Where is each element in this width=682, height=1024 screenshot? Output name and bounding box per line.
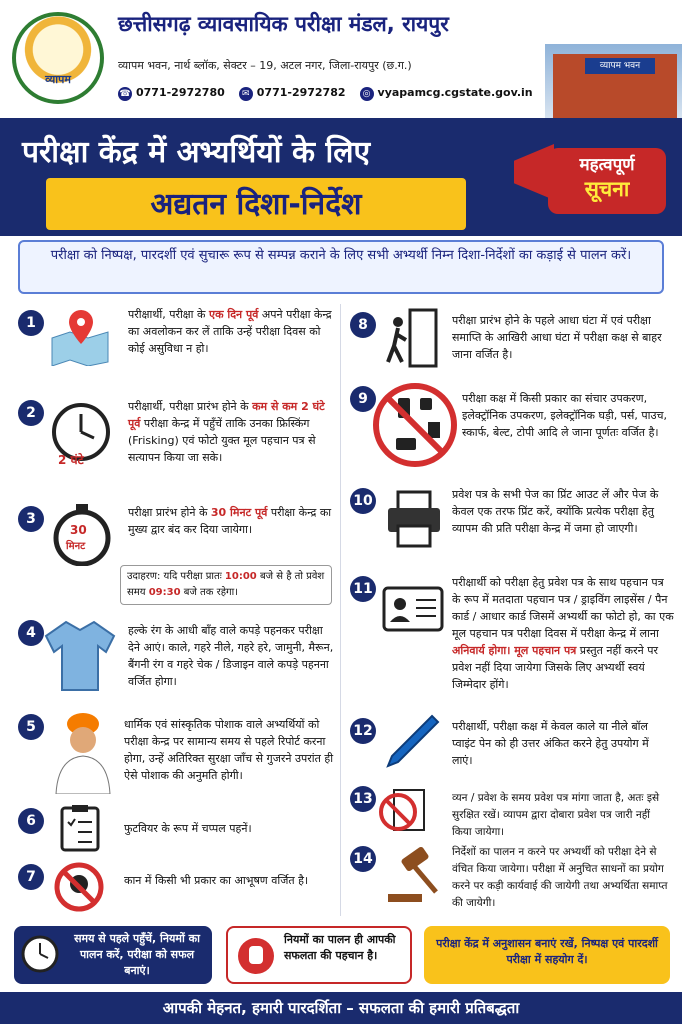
shirt-icon xyxy=(44,618,116,694)
item-number-14: 14 xyxy=(350,846,376,872)
pen-icon xyxy=(384,712,440,768)
item-text-7: कान में किसी भी प्रकार का आभूषण वर्जित है। xyxy=(124,874,309,887)
no-duplicate-admit-card-icon xyxy=(378,782,432,836)
intro-text: परीक्षा को निष्पक्ष, पारदर्शी एवं सुचारू रूप से सम्पन्न कराने के लिए सभी अभ्यर्थी निम्न दिशा-निर्देशों का कड़ाई से पालन करें। xyxy=(18,240,664,294)
phone2: 0771-2972782 xyxy=(256,86,346,99)
phone1-contact xyxy=(118,86,225,101)
item-text-13: व्यन / प्रवेश के समय प्रवेश पत्र मांगा जाता है, अतः इसे सुरक्षित रखें। व्यापम द्वारा दोबारा प्रवेश पत्र जारी नहीं किया जायेगा। xyxy=(452,792,660,838)
item-text-11: परीक्षार्थी को परीक्षा हेतु प्रवेश पत्र के साथ पहचान पत्र के रूप में मतदाता पहचान पत्र / ड्राइविंग लाइसेंस / पैन कार्ड / आधार कार्ड जिसमें अभ्यर्थी का फोटो हो, का एक मूल पहचान पत्र परीक्षा दिवस में परीक्षा केन्द्र में लाना अनिवार्य होगा। मूल पहचान पत्र प्रस्तुत नहीं करने पर प्रवेश नहीं दिया जायेगा जिसके लिए अभ्यर्थी स्वयं जिम्मेदार होंगे। xyxy=(452,576,674,691)
footer-box-time-text: समय से पहले पहुँचें, नियमों का पालन करें, परीक्षा को सफल बनाएं। xyxy=(74,932,200,977)
item-number-10: 10 xyxy=(350,488,376,514)
header xyxy=(0,0,682,118)
item-number-2: 2 xyxy=(18,400,44,426)
footer-box-rules xyxy=(226,926,412,984)
item-text-10: प्रवेश पत्र के सभी पेज का प्रिंट आउट लें और पेज के केवल एक तरफ प्रिंट करें, क्योंकि प्रत्येक परीक्षा हेतु व्यापम की प्रति परीक्षा केन्द्र में जमा हो जाएगी। xyxy=(452,488,659,535)
exit-door-icon xyxy=(384,306,440,370)
stopwatch-label-unit: मिनट xyxy=(66,541,86,552)
logo-text: व्यापम xyxy=(45,73,71,86)
footer-box-rules-text: नियमों का पालन ही आपकी सफलता की पहचान है। xyxy=(284,933,396,962)
phone1: 0771-2972780 xyxy=(136,86,225,99)
important-notice-badge xyxy=(548,148,666,214)
stop-hand-icon xyxy=(236,936,276,976)
item-number-12: 12 xyxy=(350,718,376,744)
checklist-icon xyxy=(58,804,102,852)
banner-line1: परीक्षा केंद्र में अभ्यर्थियों के लिए xyxy=(22,135,371,170)
example-note: उदाहरण: यदि परीक्षा प्रातः 10:00 बजे से है तो प्रवेश समय 09:30 बजे तक रहेगा। xyxy=(120,565,332,605)
banner-yellow-box xyxy=(46,178,466,230)
item-number-5: 5 xyxy=(18,714,44,740)
item-text-4: हल्के रंग के आधी बाँह वाले कपड़े पहनकर परीक्षा देने आएं। काले, गहरे नीले, गहरे हरे, जामुनी, मैरून, बैंगनी रंग व गहरे चेक / डिजाइन वाले कपड़े पहनना वर्जित होगा। xyxy=(128,624,334,688)
website-contact xyxy=(360,86,533,101)
item-number-9: 9 xyxy=(350,386,376,412)
printer-icon xyxy=(384,488,444,550)
no-earring-icon xyxy=(54,862,104,912)
item-text-2: परीक्षार्थी, परीक्षा प्रारंभ होने के कम से कम 2 घंटे पूर्व परीक्षा केन्द्र में पहुँचें ताकि उनका फ्रिस्किंग (Frisking) एवं फोटो युक्त मूल पहचान पत्र से सत्यापन किया जा सके। xyxy=(128,400,325,464)
gavel-icon xyxy=(384,846,444,906)
fax-icon: ✉ xyxy=(239,87,253,101)
id-card-icon xyxy=(382,586,444,632)
clock-label: 2 घंटे xyxy=(58,453,84,467)
item-text-5: धार्मिक एवं सांस्कृतिक पोशाक वाले अभ्यर्थियों को परीक्षा केन्द्र पर सामान्य समय से पहले रिपोर्ट करना होगा, उन्हें अतिरिक्त सुरक्षा जाँच से गुजरने उपरांत ही ऐसे पोशाक की अनुमति होगी। xyxy=(124,718,334,782)
website: vyapamcg.cgstate.gov.in xyxy=(377,86,533,99)
item-text-8: परीक्षा प्रारंभ होने के पहले आधा घंटा में एवं परीक्षा समाप्ति के आखिरी आधा घंटा में परीक्षा कक्ष से बाहर जाना वर्जित है। xyxy=(452,314,662,361)
footer-tagline: आपकी मेहनत, हमारी पारदर्शिता – सफलता की हमारी प्रतिबद्धता xyxy=(0,992,682,1024)
column-divider xyxy=(340,304,341,916)
item-text-3: परीक्षा प्रारंभ होने के 30 मिनट पूर्व परीक्षा केन्द्र का मुख्य द्वार बंद कर दिया जायेगा। xyxy=(128,506,332,536)
item-text-14: निर्देशों का पालन न करने पर अभ्यर्थी को परीक्षा देने से वंचित किया जायेगा। परीक्षा में अनुचित साधनों का प्रयोग करने पर कड़ी कार्यवाई की जायेगी तथा अभ्यर्थिता समाप्त की जायेगी। xyxy=(452,846,668,909)
item-number-13: 13 xyxy=(350,786,376,812)
item-number-8: 8 xyxy=(350,312,376,338)
vyapam-logo xyxy=(12,12,104,104)
map-location-icon xyxy=(48,308,114,366)
banner-line2: अद्यतन दिशा-निर्देश xyxy=(150,187,362,222)
footer-box-time xyxy=(14,926,212,984)
item-number-3: 3 xyxy=(18,506,44,532)
organization-title: छत्तीसगढ़ व्यावसायिक परीक्षा मंडल, रायपुर xyxy=(118,12,449,36)
man-in-turban-icon xyxy=(50,710,116,794)
footer-box-discipline xyxy=(424,926,670,984)
address: व्यापम भवन, नार्थ ब्लॉक, सेक्टर – 19, अटल नगर, जिला-रायपुर (छ.ग.) xyxy=(118,59,412,72)
building-image xyxy=(545,44,682,118)
item-text-1: परीक्षार्थी, परीक्षा के एक दिन पूर्व अपने परीक्षा केन्द्र का अवलोकन कर लें ताकि उन्हें परीक्षा दिवस को कोई असुविधा न हो। xyxy=(128,308,332,355)
badge-line2: सूचना xyxy=(584,177,630,201)
item-number-6: 6 xyxy=(18,808,44,834)
no-electronic-devices-icon xyxy=(372,382,458,468)
item-text-6: फुटवियर के रूप में चप्पल पहनें। xyxy=(124,822,252,835)
building-sign: व्यापम भवन xyxy=(585,58,655,74)
globe-icon: ◎ xyxy=(360,87,374,101)
phone2-contact xyxy=(239,86,346,101)
clock-icon xyxy=(20,934,60,974)
contacts xyxy=(118,86,533,101)
item-text-9: परीक्षा कक्ष में किसी प्रकार का संचार उपकरण, इलेक्ट्रॉनिक उपकरण, इलेक्ट्रॉनिक घड़ी, पर्स, पाउच, स्कार्फ, बेल्ट, टोपी आदि ले जाना पूर्णतः वर्जित है। xyxy=(462,392,667,439)
stopwatch-label-number: 30 xyxy=(70,523,87,537)
phone-icon: ☎ xyxy=(119,89,131,99)
item-text-12: परीक्षार्थी, परीक्षा कक्ष में केवल काले या नीले बॉल प्वाइंट पेन को ही उत्तर अंकित करने हेतु उपयोग में लाएं। xyxy=(452,720,649,767)
item-number-4: 4 xyxy=(18,620,44,646)
footer-box-discipline-text: परीक्षा केंद्र में अनुशासन बनाएं रखें, निष्पक्ष एवं पारदर्शी परीक्षा में सहयोग दें। xyxy=(436,937,658,966)
item-number-1: 1 xyxy=(18,310,44,336)
badge-line1: महत्वपूर्ण xyxy=(579,155,635,175)
item-number-7: 7 xyxy=(18,864,44,890)
item-number-11: 11 xyxy=(350,576,376,602)
